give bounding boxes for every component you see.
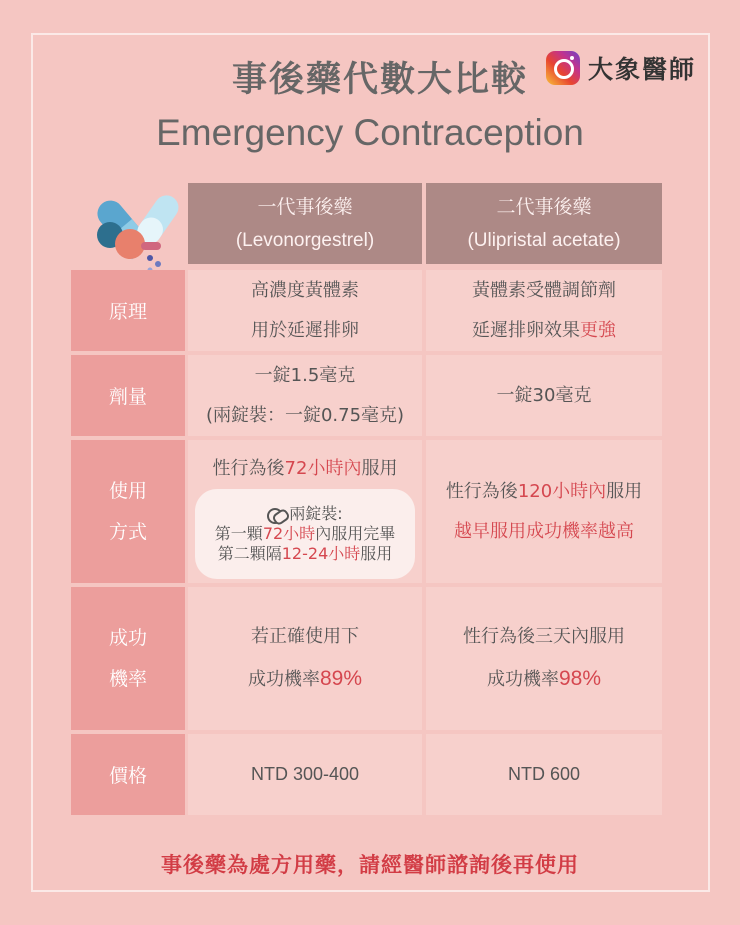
- cell-success-gen2: [426, 587, 662, 730]
- row-label-dose: [71, 355, 185, 436]
- note-title: 兩錠裝:: [289, 504, 343, 523]
- mechanism-gen2-line1: 黃體素受體調節劑: [472, 279, 616, 301]
- footer-warning: 事後藥為處方用藥，請經醫師諮詢後再使用: [161, 853, 579, 877]
- dose-gen2-text: 一錠30毫克: [496, 384, 592, 406]
- note-line2-prefix: 第二顆隔: [217, 544, 282, 563]
- success-gen1-prefix: 成功機率: [247, 669, 320, 690]
- price-gen1-text: NTD 300-400: [250, 764, 360, 784]
- success-gen2-line1: 性行為後三天內服用: [463, 626, 625, 647]
- row-label-success: [71, 587, 185, 730]
- two-pill-note: [195, 489, 415, 579]
- column-header-gen1-drug: (Levonorgestrel): [235, 229, 375, 251]
- column-header-gen2-drug: (Ulipristal acetate): [467, 229, 621, 251]
- success-gen2-line2: [487, 668, 601, 689]
- note-line2-highlight: 12-24小時: [281, 544, 361, 563]
- success-gen1-line1: 若正確使用下: [251, 626, 359, 647]
- row-label-success-line1: 成功: [108, 626, 147, 649]
- cell-price-gen2: [426, 734, 662, 815]
- row-label-mechanism-text: 原理: [108, 301, 147, 323]
- instagram-icon: [546, 51, 580, 85]
- note-line1: [215, 524, 395, 544]
- usage-gen2-prefix: 性行為後: [445, 480, 518, 502]
- mechanism-gen2-line2-text: 延遲排卵效果: [472, 319, 580, 341]
- usage-gen1-prefix: 性行為後: [212, 458, 285, 479]
- page-title: 事後藥代數大比較: [232, 60, 529, 100]
- cell-price-gen1: [188, 734, 422, 815]
- success-gen2-value: 98%: [558, 667, 602, 690]
- page-subtitle: Emergency Contraception: [156, 112, 584, 153]
- price-gen2-text: NTD 600: [507, 764, 581, 784]
- success-gen1-value: 89%: [319, 667, 363, 690]
- row-label-usage: [71, 440, 185, 583]
- cell-dose-gen1: [188, 355, 422, 436]
- mechanism-gen1-line1: 高濃度黃體素: [251, 279, 359, 301]
- note-line1-prefix: 第一顆: [214, 524, 263, 543]
- dose-gen1-line1: 一錠1.5毫克: [254, 364, 356, 386]
- cell-usage-gen2: [426, 440, 662, 583]
- note-line2: [218, 544, 393, 564]
- column-header-gen2: [426, 183, 662, 264]
- cell-success-gen1: [188, 587, 422, 730]
- row-label-usage-line2: 方式: [108, 520, 147, 543]
- mechanism-gen2-highlight: 更強: [580, 319, 616, 341]
- row-label-mechanism: [71, 270, 185, 351]
- column-header-gen1: [188, 183, 422, 264]
- usage-gen2-suffix: 服用: [606, 480, 643, 502]
- row-label-price-text: 價格: [108, 765, 147, 787]
- success-gen2-prefix: 成功機率: [486, 669, 559, 690]
- cell-mechanism-gen2: [426, 270, 662, 351]
- brand[interactable]: [546, 50, 696, 86]
- usage-gen2-line1: [445, 480, 643, 502]
- brand-name: 大象醫師: [588, 55, 697, 84]
- cell-mechanism-gen1: [188, 270, 422, 351]
- pills-icon: [267, 505, 285, 523]
- mechanism-gen2-line2: [472, 319, 616, 341]
- dose-gen1-line2: (兩錠裝：一錠0.75毫克): [205, 404, 405, 426]
- cell-dose-gen2: [426, 355, 662, 436]
- column-header-gen2-name: 二代事後藥: [496, 195, 592, 218]
- note-line1-suffix: 內服用完畢: [315, 524, 396, 543]
- usage-gen1-line1: [213, 460, 398, 478]
- row-label-price: [71, 734, 185, 815]
- column-header-gen1-name: 一代事後藥: [257, 195, 353, 218]
- usage-gen1-highlight: 72小時內: [284, 458, 362, 479]
- row-label-success-line2: 機率: [108, 667, 147, 690]
- usage-gen2-highlight: 120小時內: [517, 480, 607, 502]
- row-label-dose-text: 劑量: [108, 386, 147, 408]
- success-gen1-line2: [248, 668, 362, 689]
- note-line1-highlight: 72小時: [262, 524, 316, 543]
- row-label-usage-line1: 使用: [108, 479, 147, 502]
- usage-gen2-line2: 越早服用成功機率越高: [454, 520, 634, 542]
- usage-gen1-suffix: 服用: [361, 458, 398, 479]
- capsule-pills-icon: [86, 180, 186, 280]
- note-line2-suffix: 服用: [360, 544, 393, 563]
- mechanism-gen1-line2: 用於延遲排卵: [251, 319, 359, 341]
- note-title-row: [267, 504, 342, 524]
